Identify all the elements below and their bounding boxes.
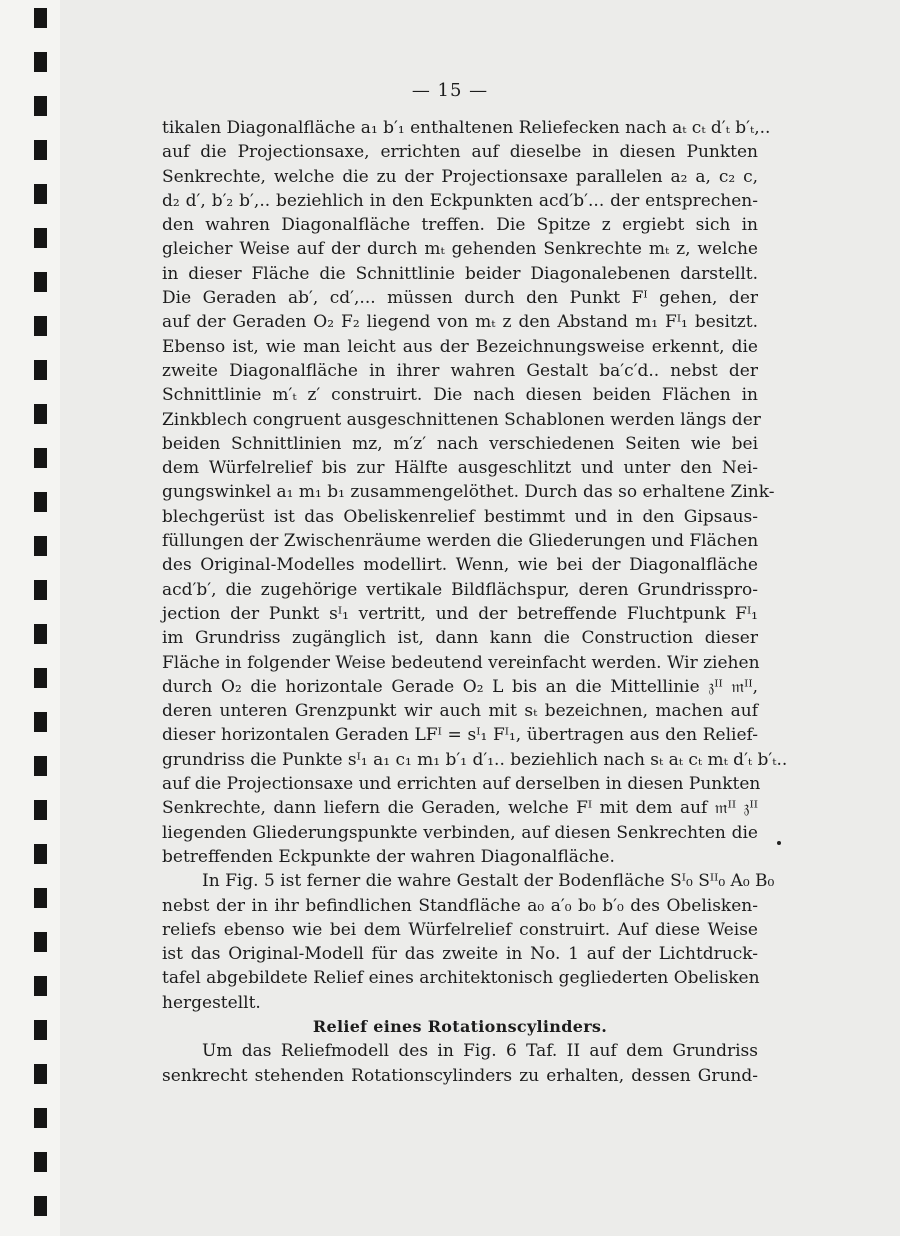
binding-mark: [34, 448, 47, 468]
binding-mark: [34, 756, 47, 776]
text-line: d₂ d′, b′₂ b′,.. beziehlich in den Eckpunkten acd′b′... der entsprechen-: [162, 190, 758, 211]
binding-mark: [34, 272, 47, 292]
binding-mark: [34, 1108, 47, 1128]
text-line: Um das Reliefmodell des in Fig. 6 Taf. II auf dem Grundriss: [202, 1041, 758, 1062]
text-line: auf der Geraden O₂ F₂ liegend von mₜ z den Abstand m₁ Fᴵ₁ besitzt.: [162, 312, 758, 333]
text-line: beiden Schnittlinien mz, m′z′ nach verschiedenen Seiten wie bei: [162, 433, 758, 454]
binding-mark: [34, 888, 47, 908]
text-line: liegenden Gliederungspunkte verbinden, auf diesen Senkrechten die: [162, 822, 758, 843]
text-line: ist das Original-Modell für das zweite in No. 1 auf der Lichtdruck-: [162, 944, 758, 965]
binding-mark: [34, 1152, 47, 1172]
text-line: des Original-Modelles modellirt. Wenn, wie bei der Diagonalfläche: [162, 555, 758, 576]
binding-mark: [34, 932, 47, 952]
binding-mark: [34, 316, 47, 336]
binding-mark: [34, 976, 47, 996]
text-line: Schnittlinie m′ₜ z′ construirt. Die nach diesen beiden Flächen in: [162, 385, 758, 406]
text-line: in dieser Fläche die Schnittlinie beider Diagonalebenen darstellt.: [162, 263, 758, 284]
page-number: — 15 —: [411, 80, 489, 101]
binding-strip: [0, 0, 60, 1236]
text-line: blechgerüst ist das Obeliskenrelief bestimmt und in den Gipsaus-: [162, 506, 758, 527]
text-line: füllungen der Zwischenräume werden die Gliederungen und Flächen: [162, 531, 759, 552]
text-line: den wahren Diagonalfläche treffen. Die Spitze z ergiebt sich in: [162, 215, 758, 236]
binding-mark: [34, 52, 47, 72]
text-line: Die Geraden ab′, cd′,... müssen durch den Punkt Fᴵ gehen, der: [162, 288, 758, 309]
text-line: dem Würfelrelief bis zur Hälfte ausgeschlitzt und unter den Nei-: [162, 458, 758, 479]
body-text: [162, 116, 788, 1088]
text-line: jection der Punkt sᴵ₁ vertritt, und der betreffende Fluchtpunk Fᴵ₁: [162, 603, 758, 624]
binding-mark: [34, 492, 47, 512]
binding-mark: [34, 624, 47, 644]
text-line: hergestellt.: [162, 992, 261, 1013]
text-line: Fläche in folgender Weise bedeutend vereinfacht werden. Wir ziehen: [162, 652, 760, 673]
margin-dot: [777, 841, 781, 845]
text-line: zweite Diagonalfläche in ihrer wahren Gestalt ba′c′d.. nebst der: [162, 360, 758, 381]
binding-mark: [34, 800, 47, 820]
binding-mark: [34, 580, 47, 600]
text-line: auf die Projectionsaxe und errichten auf derselben in diesen Punkten: [162, 774, 761, 795]
text-line: im Grundriss zugänglich ist, dann kann die Construction dieser: [162, 628, 758, 649]
binding-mark: [34, 1064, 47, 1084]
text-line: Zinkblech congruent ausgeschnittenen Schablonen werden längs der: [162, 409, 761, 430]
text-line: grundriss die Punkte sᴵ₁ a₁ c₁ m₁ b′₁ d′₁.. beziehlich nach sₜ aₜ cₜ mₜ d′ₜ b′ₜ..: [162, 749, 788, 770]
binding-mark: [34, 140, 47, 160]
text-line: reliefs ebenso wie bei dem Würfelrelief construirt. Auf diese Weise: [162, 919, 758, 940]
text-line: In Fig. 5 ist ferner die wahre Gestalt der Bodenfläche Sᴵ₀ Sᴵᴵ₀ A₀ B₀: [202, 871, 775, 892]
binding-mark: [34, 844, 47, 864]
text-line: gungswinkel a₁ m₁ b₁ zusammengelöthet. Durch das so erhaltene Zink-: [162, 482, 775, 503]
text-line: tikalen Diagonalfläche a₁ b′₁ enthaltenen Reliefecken nach aₜ cₜ d′ₜ b′ₜ,..: [162, 118, 771, 138]
text-line: deren unteren Grenzpunkt wir auch mit sₜ bezeichnen, machen auf: [162, 701, 758, 722]
text-line: Ebenso ist, wie man leicht aus der Bezeichnungsweise erkennt, die: [162, 336, 758, 357]
binding-mark: [34, 1020, 47, 1040]
text-line: dieser horizontalen Geraden LFᴵ = sᴵ₁ Fᴵ₁, übertragen aus den Relief-: [162, 725, 758, 746]
text-line: gleicher Weise auf der durch mₜ gehenden Senkrechte mₜ z, welche: [162, 239, 758, 260]
text-line: Senkrechte, dann liefern die Geraden, welche Fᴵ mit dem auf 𝔪ᴵᴵ 𝔷ᴵᴵ: [162, 798, 758, 819]
text-line: durch O₂ die horizontale Gerade O₂ L bis an die Mittellinie 𝔷ᴵᴵ 𝔪ᴵᴵ,: [162, 676, 758, 697]
text-line: nebst der in ihr befindlichen Standfläche a₀ a′₀ b₀ b′₀ des Obelisken-: [162, 895, 758, 916]
binding-mark: [34, 228, 47, 248]
binding-mark: [34, 668, 47, 688]
binding-mark: [34, 360, 47, 380]
section-heading: Relief eines Rotationscylinders.: [312, 1016, 608, 1036]
binding-mark: [34, 8, 47, 28]
text-line: senkrecht stehenden Rotationscylinders zu erhalten, dessen Grund-: [162, 1065, 758, 1086]
binding-mark: [34, 1196, 47, 1216]
text-line: acd′b′, die zugehörige vertikale Bildflächspur, deren Grundrisspro-: [162, 579, 758, 600]
binding-mark: [34, 712, 47, 732]
text-line: betreffenden Eckpunkte der wahren Diagonalfläche.: [162, 846, 615, 867]
text-line: Senkrechte, welche die zu der Projectionsaxe parallelen a₂ a, c₂ c,: [162, 166, 758, 187]
binding-mark: [34, 184, 47, 204]
text-line: tafel abgebildete Relief eines architektonisch gegliederten Obelisken: [162, 968, 760, 989]
binding-mark: [34, 404, 47, 424]
binding-mark: [34, 536, 47, 556]
text-line: auf die Projectionsaxe, errichten auf dieselbe in diesen Punkten: [162, 142, 758, 163]
